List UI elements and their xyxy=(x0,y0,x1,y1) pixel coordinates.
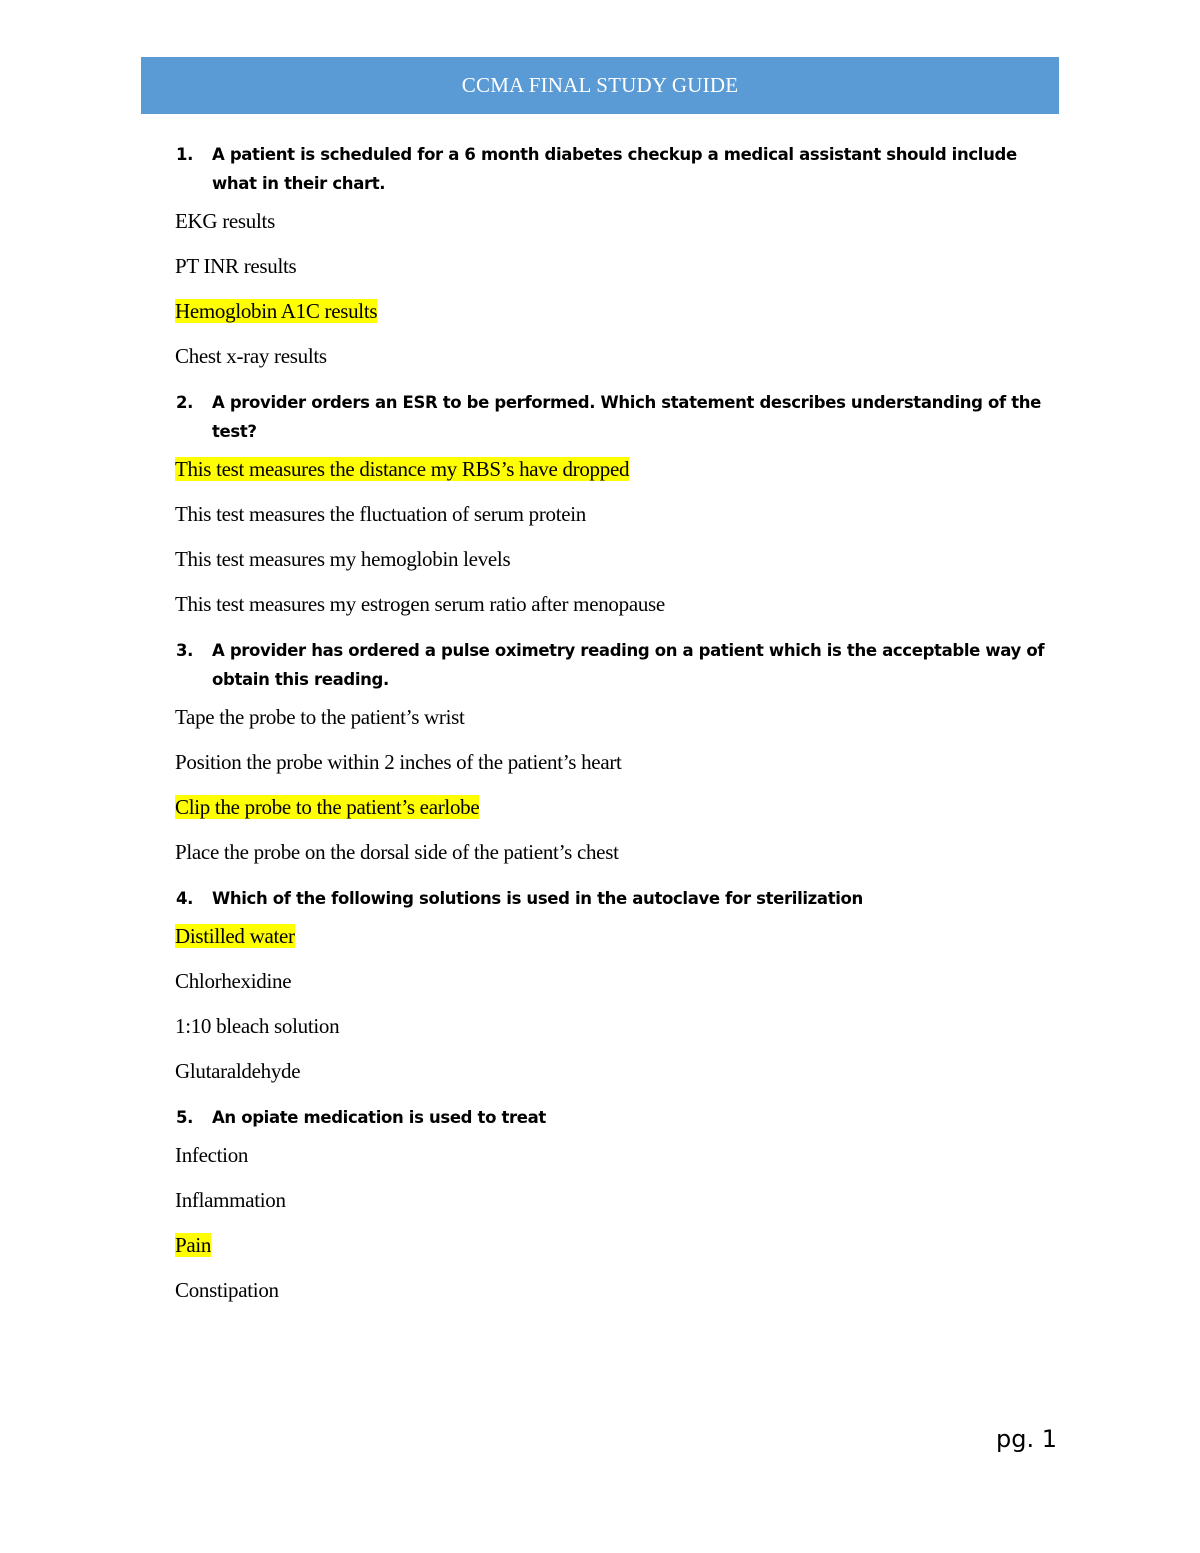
answer-option: Constipation xyxy=(175,1278,279,1302)
question-2 xyxy=(176,388,1056,446)
document-title: CCMA FINAL STUDY GUIDE xyxy=(461,73,739,97)
answer-option: Place the probe on the dorsal side of the patient’s chest xyxy=(175,840,619,864)
page-number: pg. 1 xyxy=(996,1425,1057,1453)
answer-option: PT INR results xyxy=(175,254,297,278)
document-header xyxy=(141,57,1059,114)
answer-option: This test measures my hemoglobin levels xyxy=(175,547,511,571)
answer-option: Tape the probe to the patient’s wrist xyxy=(175,705,465,729)
answer-option-highlighted: This test measures the distance my RBS’s have dropped xyxy=(175,457,630,481)
question-text: A provider has ordered a pulse oximetry reading on a patient which is the acceptable way of obtain this reading. xyxy=(212,641,1045,689)
answer-option: Position the probe within 2 inches of the patient’s heart xyxy=(175,750,622,774)
answer-option: Infection xyxy=(175,1143,249,1167)
answer-option-highlighted: Clip the probe to the patient’s earlobe xyxy=(175,795,480,819)
question-1 xyxy=(176,140,1056,198)
question-number: 2. xyxy=(176,393,194,412)
question-4 xyxy=(176,884,1056,913)
question-text: An opiate medication is used to treat xyxy=(212,1108,546,1127)
answer-option: Inflammation xyxy=(175,1188,286,1212)
answer-option: This test measures the fluctuation of serum protein xyxy=(175,502,587,526)
answer-option: Chlorhexidine xyxy=(175,969,292,993)
answer-option-highlighted: Hemoglobin A1C results xyxy=(175,299,378,323)
question-number: 5. xyxy=(176,1108,194,1127)
question-text: Which of the following solutions is used in the autoclave for sterilization xyxy=(212,889,863,908)
question-number: 1. xyxy=(176,145,194,164)
answer-option: Chest x-ray results xyxy=(175,344,327,368)
answer-option-highlighted: Distilled water xyxy=(175,924,295,948)
question-3 xyxy=(176,636,1056,694)
answer-option: 1:10 bleach solution xyxy=(175,1014,340,1038)
question-number: 3. xyxy=(176,641,194,660)
answer-option: Glutaraldehyde xyxy=(175,1059,301,1083)
question-list xyxy=(176,140,1056,1322)
question-5 xyxy=(176,1103,1056,1132)
answer-option: This test measures my estrogen serum ratio after menopause xyxy=(175,592,665,616)
answer-option-highlighted: Pain xyxy=(175,1233,212,1257)
answer-option: EKG results xyxy=(175,209,275,233)
question-text: A patient is scheduled for a 6 month diabetes checkup a medical assistant should include what in their chart. xyxy=(212,145,1017,193)
question-number: 4. xyxy=(176,889,194,908)
question-text: A provider orders an ESR to be performed. Which statement describes understanding of the test? xyxy=(212,393,1042,441)
